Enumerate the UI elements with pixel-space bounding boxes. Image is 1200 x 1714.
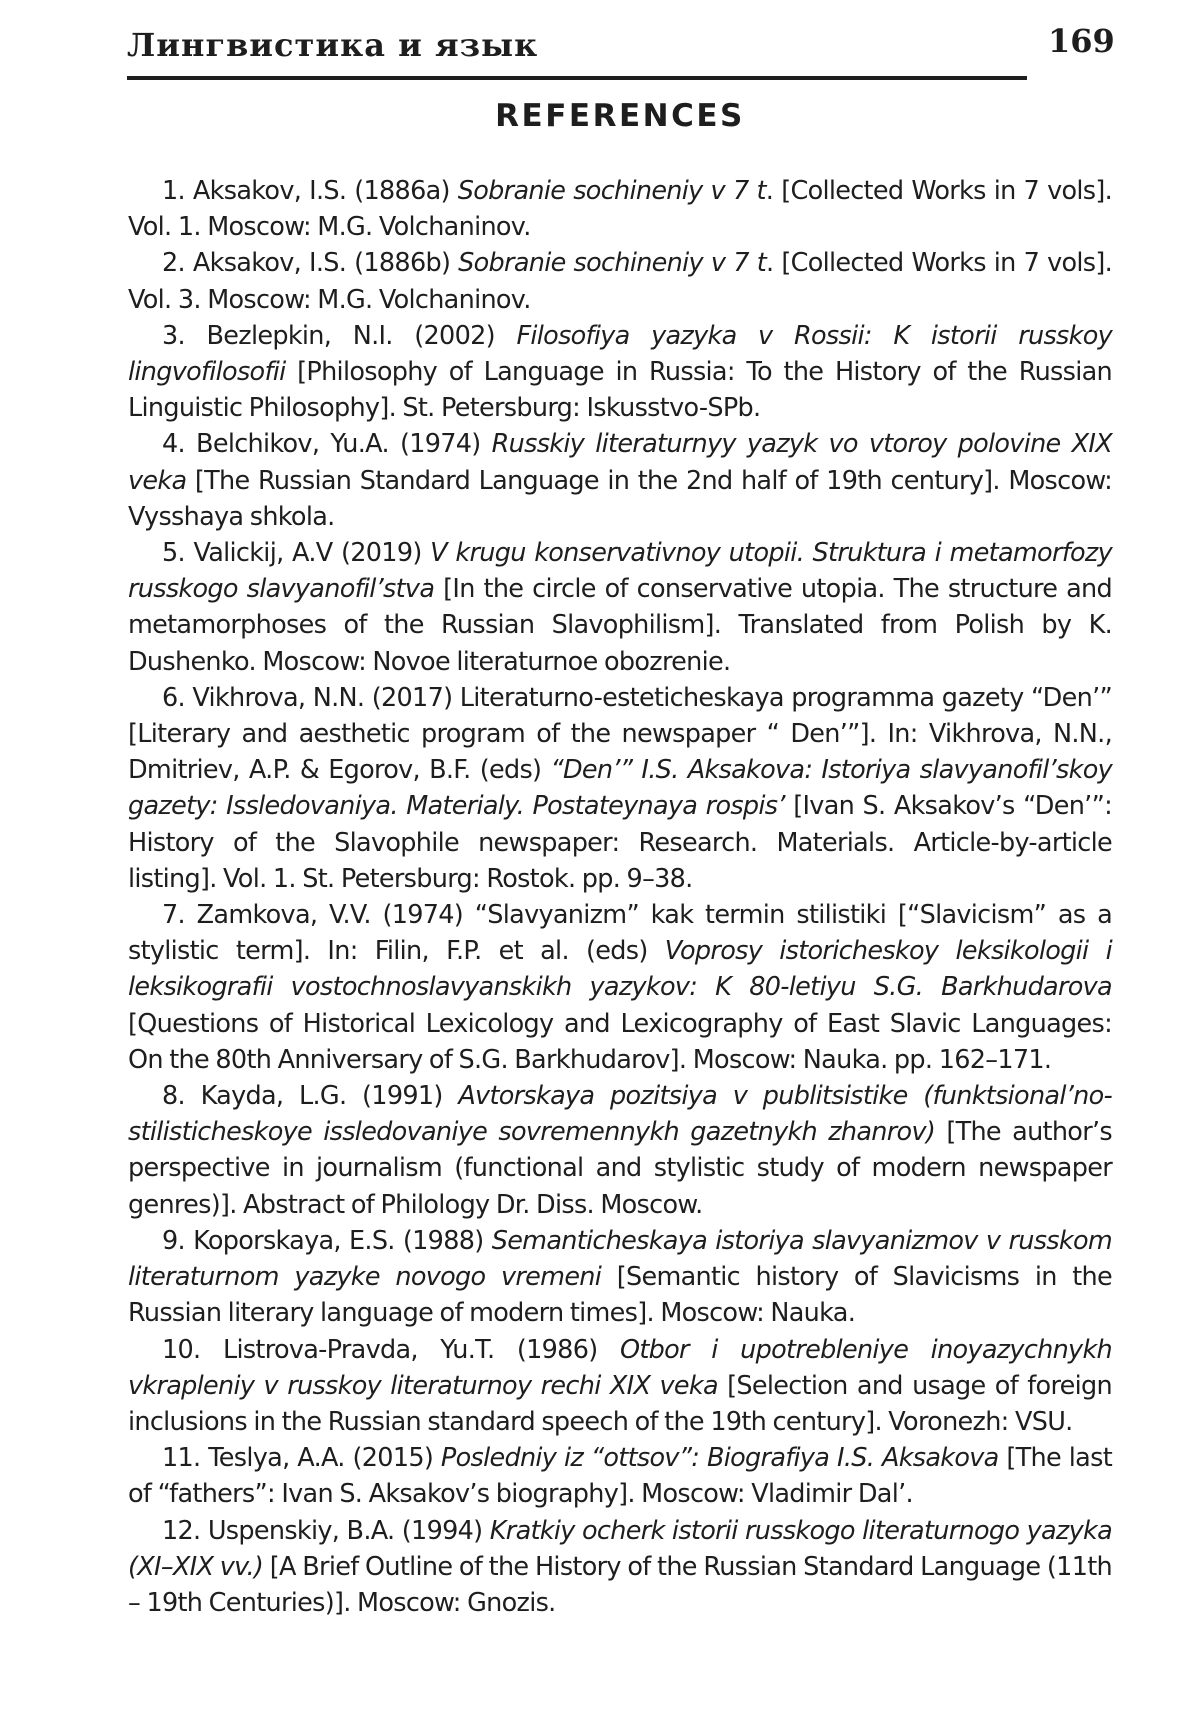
reference-details: [A Brief Outline of the History of the Russian Standard Language (11th – 19th Centuries)]. Moscow: Gnozis. [128,1551,1112,1618]
reference-authors: 5. Valickij, A.V (2019) [162,538,431,569]
reference-title: Otbor i upotrebleniye inoyazychnykh vkrapleniy v russkoy literaturnoy rechi XIX veka [128,1334,1112,1401]
section-title: REFERENCES [495,98,745,134]
reference-item [128,1332,1112,1441]
reference-list [128,173,1112,1621]
reference-title: Sobranie sochineniy v 7 t [458,248,767,279]
reference-item [128,1440,1112,1512]
reference-item [128,173,1112,245]
reference-details: [Semantic history of Slavicisms in the Russian literary language of modern times]. Moscow: Nauka. [128,1262,1112,1329]
reference-details: . [Collected Works in 7 vols]. Vol. 3. Moscow: M.G. Volchaninov. [128,248,1112,315]
reference-title: Filosofiya yazyka v Rossii: K istorii russkoy lingvofilosofii [128,320,1112,388]
reference-authors: 8. Kayda, L.G. (1991) [162,1081,459,1112]
reference-details: [The last of “fathers”: Ivan S. Aksakov’s biography]. Moscow: Vladimir Dal’. [128,1443,1112,1510]
reference-details: [Ivan S. Aksakov’s “Den’”: History of the Slavophile newspaper: Research. Materials. Article-by-article listing]. Vol. 1. St. Petersburg: Rostok. pp. 9–38. [128,791,1112,894]
reference-title: “Den’” I.S. Aksakova: Istoriya slavyanofil’skoy gazety: Issledovaniya. Materialy. Postateynaya rospis’ [128,755,1112,822]
reference-item [128,1078,1112,1223]
reference-title: Kratkiy ocherk istorii russkogo literaturnogo yazyka (XI–XIX vv.) [128,1515,1113,1582]
reference-authors: 9. Koporskaya, E.S. (1988) [162,1225,492,1256]
reference-item [128,426,1112,535]
reference-title: Semanticheskaya istoriya slavyanizmov v russkom literaturnom yazyke novogo vremeni [128,1225,1112,1293]
header-divider [127,76,1027,80]
reference-authors: 1. Aksakov, I.S. (1886a) [162,176,458,206]
reference-authors: 11. Teslya, A.A. (2015) [162,1443,441,1474]
reference-title: Voprosy istoricheskoy leksikologii i leksikografii vostochnoslavyanskikh yazykov: K 80-letiyu S.G. Barkhudarova [128,936,1112,1003]
reference-item [128,535,1112,680]
reference-item [128,245,1112,317]
reference-authors: 7. Zamkova, V.V. (1974) “Slavyanizm” kak termin stilistiki [“Slavicism” as a stylistic term]. In: Filin, F.P. et al. (eds) [128,900,1112,967]
reference-title: Avtorskaya pozitsiya v publitsistike (funktsional’no-stilisticheskoye issledovaniye sovremennykh gazetnykh zhanrov) [128,1081,1112,1148]
reference-details: [The Russian Standard Language in the 2nd half of 19th century]. Moscow: Vysshaya shkola. [128,465,1112,532]
reference-title: V krugu konservativnoy utopii. Struktura i metamorfozy russkogo slavyanofil’stva [128,538,1112,605]
reference-details: [The author’s perspective in journalism (functional and stylistic study of modern newspaper genres)]. Abstract of Philology Dr. Diss. Moscow. [128,1117,1112,1220]
reference-item [128,897,1112,1078]
reference-authors: 2. Aksakov, I.S. (1886b) [162,248,459,279]
reference-item [128,680,1112,897]
reference-details: [Philosophy of Language in Russia: To the History of the Russian Linguistic Philosophy]. St. Petersburg: Iskusstvo-SPb. [128,357,1112,424]
reference-item [128,1223,1112,1332]
reference-authors: 4. Belchikov, Yu.A. (1974) [162,429,492,460]
reference-item [128,318,1112,427]
reference-authors: 10. Listrova-Pravda, Yu.T. (1986) [162,1334,620,1365]
reference-details: [In the circle of conservative utopia. The structure and metamorphoses of the Russian Slavophilism]. Translated from Polish by K. Dushenko. Moscow: Novoe literaturnoe obozrenie. [128,574,1112,677]
reference-item [128,1513,1112,1622]
reference-details: [Selection and usage of foreign inclusions in the Russian standard speech of the 19th century]. Voronezh: VSU. [128,1370,1112,1437]
reference-authors: 6. Vikhrova, N.N. (2017) Literaturno-esteticheskaya programma gazety “Den’” [Literary and aesthetic program of the newspaper “ Den’”]. In: Vikhrova, N.N., Dmitriev, A.P. & Egorov, B.F. (eds) [128,682,1112,786]
reference-title: Sobranie sochineniy v 7 t [457,176,766,206]
reference-title: Russkiy literaturnyy yazyk vo vtoroy polovine XIX veka [128,429,1112,496]
reference-authors: 12. Uspenskiy, B.A. (1994) [162,1515,490,1546]
reference-details: . [Collected Works in 7 vols]. Vol. 1. Moscow: M.G. Volchaninov. [128,176,1112,243]
reference-title: Posledniy iz “ottsov”: Biografiya I.S. Aksakova [440,1443,999,1474]
journal-title: Лингвистика и язык [127,26,539,64]
reference-authors: 3. Bezlepkin, N.I. (2002) [162,320,517,351]
reference-details: [Questions of Historical Lexicology and Lexicography of East Slavic Languages: On the 80th Anniversary of S.G. Barkhudarov]. Moscow: Nauka. pp. 162–171. [128,1008,1112,1075]
page-number: 169 [1048,22,1115,60]
